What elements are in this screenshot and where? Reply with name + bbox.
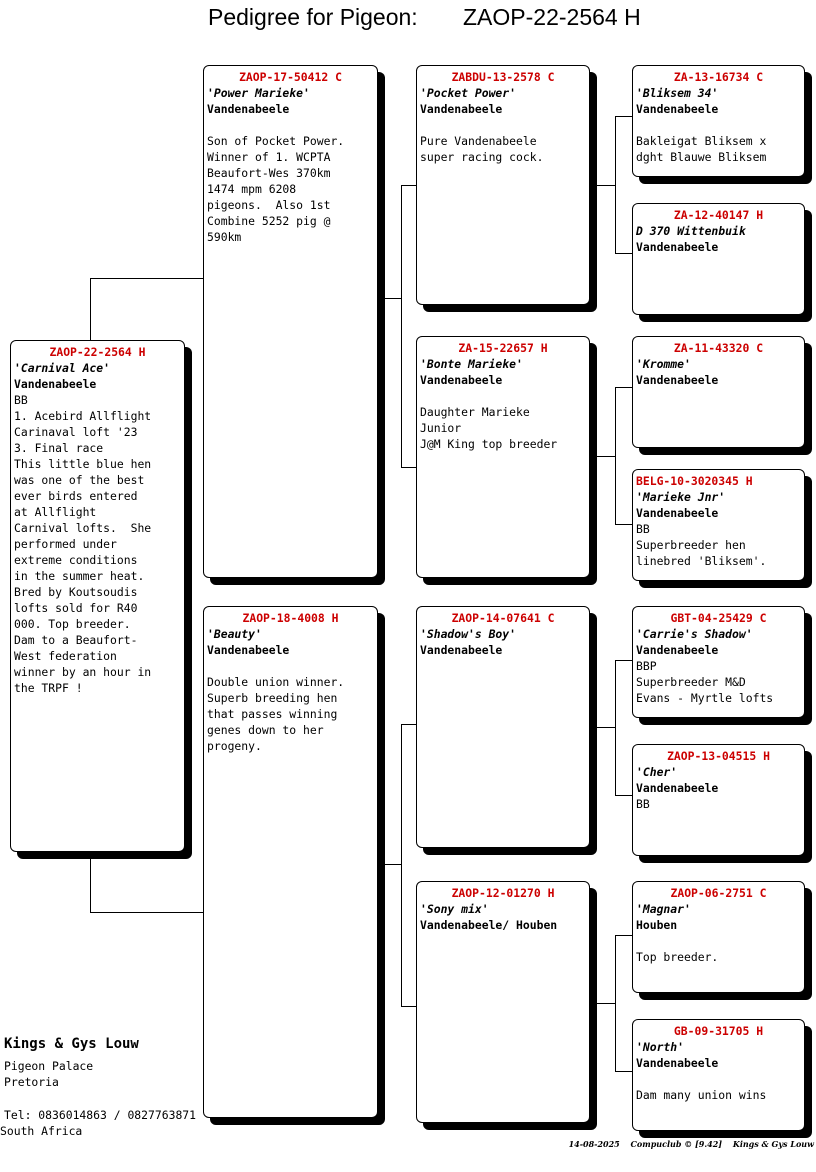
connector-line: [615, 116, 632, 117]
connector-line: [401, 724, 402, 1006]
great-grandparent-card[interactable]: [632, 203, 805, 315]
connector-line: [401, 185, 402, 467]
connector-line: [401, 724, 417, 725]
connector-line: [615, 1071, 632, 1072]
pigeon-name: 'Shadow's Boy': [420, 627, 517, 641]
pigeon-name: 'Marieke Jnr': [636, 490, 726, 504]
connector-line: [597, 1003, 615, 1004]
owner-name: Kings & Gys Louw: [4, 1036, 139, 1052]
strain: Vandenabeele: [14, 377, 97, 391]
ring-number: GBT-04-25429 C: [670, 611, 767, 625]
connector-line: [90, 858, 91, 912]
notes: Daughter Marieke Junior J@M King top breeder: [420, 405, 558, 451]
sire-sire-card[interactable]: [416, 65, 590, 305]
dam-sire-card[interactable]: [416, 606, 590, 848]
notes: BB 1. Acebird Allflight Carinaval loft '23 3. Final race This little blue hen was one of the best ever birds entered at Allflight Carnival lofts. She performed under extreme conditions in the summer heat. Bred by Koutsoudis lofts sold for R40 000. Top breeder. Dam to a Beaufort- West federation winner by an hour in the TRPF !: [14, 393, 152, 695]
ring-number: BELG-10-3020345 H: [636, 474, 753, 488]
connector-line: [597, 727, 615, 728]
strain: Vandenabeele: [207, 643, 290, 657]
pigeon-name: 'Carrie's Shadow': [636, 627, 753, 641]
connector-line: [615, 935, 632, 936]
notes: Top breeder.: [636, 950, 719, 964]
title-label: Pedigree for Pigeon:: [208, 4, 418, 30]
notes: BBP Superbreeder M&D Evans - Myrtle lofts: [636, 659, 774, 705]
dam-card[interactable]: [203, 606, 378, 1118]
pigeon-name: 'North': [636, 1040, 685, 1054]
great-grandparent-card[interactable]: [632, 1019, 805, 1131]
connector-line: [615, 660, 616, 795]
strain: Vandenabeele: [420, 643, 503, 657]
great-grandparent-card[interactable]: [632, 606, 805, 718]
strain: Vandenabeele: [636, 102, 719, 116]
owner-address-line: Pigeon Palace: [4, 1059, 94, 1073]
great-grandparent-card[interactable]: [632, 744, 805, 856]
connector-line: [597, 456, 615, 457]
ring-number: ZAOP-18-4008 H: [242, 611, 339, 625]
strain: Vandenabeele: [420, 102, 503, 116]
strain: Vandenabeele: [420, 373, 503, 387]
subject-card[interactable]: [10, 340, 185, 852]
notes: Dam many union wins: [636, 1088, 767, 1102]
software-credit: Compuclub © [9.42]: [630, 1139, 723, 1149]
connector-line: [615, 253, 632, 254]
notes: Pure Vandenabeele super racing cock.: [420, 134, 544, 164]
pigeon-name: 'Bliksem 34': [636, 86, 719, 100]
connector-line: [401, 1006, 417, 1007]
title-ring-number: ZAOP-22-2564 H: [463, 4, 641, 30]
great-grandparent-card[interactable]: [632, 65, 805, 177]
pigeon-name: 'Bonte Marieke': [420, 357, 523, 371]
owner-country: South Africa: [0, 1124, 83, 1138]
print-date: 14-08-2025: [568, 1139, 620, 1149]
strain: Vandenabeele: [636, 1056, 719, 1070]
sire-card[interactable]: [203, 65, 378, 578]
strain: Vandenabeele: [636, 781, 719, 795]
pigeon-name: 'Cher': [636, 765, 678, 779]
footer: [561, 1139, 814, 1149]
ring-number: ZA-12-40147 H: [673, 208, 764, 222]
pigeon-name: 'Kromme': [636, 357, 691, 371]
notes: Bakleigat Bliksem x dght Blauwe Bliksem: [636, 134, 767, 164]
pigeon-name: D 370 Wittenbuik: [636, 224, 746, 238]
ring-number: ZAOP-12-01270 H: [451, 886, 555, 900]
ring-number: ZAOP-17-50412 C: [239, 70, 342, 84]
footer-owner: Kings & Gys Louw: [732, 1139, 814, 1149]
connector-line: [615, 795, 632, 796]
connector-line: [615, 935, 616, 1071]
ring-number: ZA-15-22657 H: [458, 341, 548, 355]
great-grandparent-card[interactable]: [632, 336, 805, 448]
ring-number: ZAOP-13-04515 H: [667, 749, 770, 763]
owner-phone: Tel: 0836014863 / 0827763871: [4, 1108, 197, 1122]
connector-line: [615, 116, 616, 253]
ring-number: ZABDU-13-2578 C: [451, 70, 555, 84]
strain: Vandenabeele: [636, 240, 719, 254]
strain: Vandenabeele: [636, 373, 719, 387]
pigeon-name: 'Sony mix': [420, 902, 489, 916]
ring-number: ZA-11-43320 C: [673, 341, 764, 355]
notes: Son of Pocket Power. Winner of 1. WCPTA Beaufort-Wes 370km 1474 mpm 6208 pigeons. Also 1st Combine 5252 pig @ 590km: [207, 134, 345, 244]
connector-line: [90, 278, 204, 279]
connector-line: [401, 185, 417, 186]
connector-line: [90, 912, 204, 913]
great-grandparent-card[interactable]: [632, 881, 805, 993]
owner-info: [4, 1034, 139, 1090]
strain: Vandenabeele: [636, 643, 719, 657]
pigeon-name: 'Power Marieke': [207, 86, 310, 100]
ring-number: ZAOP-14-07641 C: [451, 611, 555, 625]
connector-line: [615, 524, 632, 525]
notes: BB: [636, 797, 650, 811]
pigeon-name: 'Beauty': [207, 627, 262, 641]
dam-dam-card[interactable]: [416, 881, 590, 1123]
pigeon-name: 'Magnar': [636, 902, 691, 916]
notes: Double union winner. Superb breeding hen that passes winning genes down to her progeny.: [207, 675, 345, 753]
notes: BB Superbreeder hen linebred 'Bliksem'.: [636, 522, 767, 568]
pigeon-name: 'Pocket Power': [420, 86, 517, 100]
strain: Vandenabeele/ Houben: [420, 918, 558, 932]
strain: Vandenabeele: [207, 102, 290, 116]
ring-number: ZAOP-06-2751 C: [670, 886, 767, 900]
strain: Houben: [636, 918, 678, 932]
connector-line: [90, 278, 91, 340]
page-title: [0, 4, 816, 34]
ring-number: GB-09-31705 H: [673, 1024, 764, 1038]
owner-address-line: Pretoria: [4, 1075, 59, 1089]
ring-number: ZAOP-22-2564 H: [49, 345, 146, 359]
connector-line: [597, 185, 615, 186]
sire-dam-card[interactable]: [416, 336, 590, 578]
great-grandparent-card[interactable]: [632, 469, 805, 581]
connector-line: [378, 298, 401, 299]
connector-line: [401, 467, 417, 468]
connector-line: [615, 387, 632, 388]
pigeon-name: 'Carnival Ace': [14, 361, 111, 375]
connector-line: [615, 660, 632, 661]
connector-line: [378, 864, 401, 865]
strain: Vandenabeele: [636, 506, 719, 520]
connector-line: [615, 387, 616, 524]
ring-number: ZA-13-16734 C: [673, 70, 764, 84]
